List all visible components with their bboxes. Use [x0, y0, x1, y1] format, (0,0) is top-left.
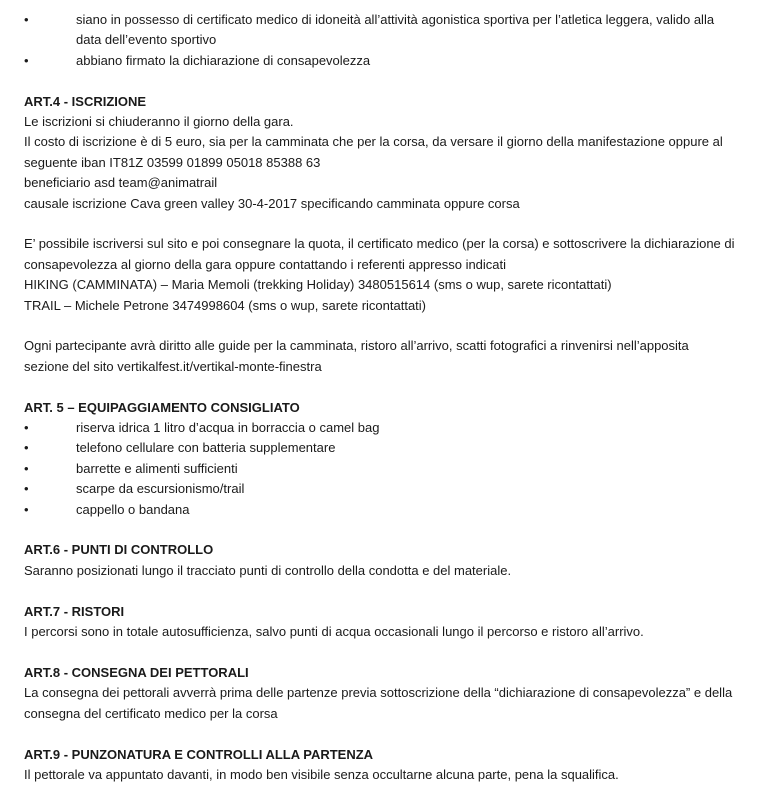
paragraph-line: consegna del certificato medico per la corsa: [24, 705, 278, 721]
list-item: [24, 479, 742, 499]
list-item-text: cappello o bandana: [76, 501, 190, 517]
contact-trail: TRAIL – Michele Petrone 3474998604 (sms o wup, sarete ricontattati): [24, 297, 427, 313]
section-heading-art9: ART.9 - PUNZONATURA E CONTROLLI ALLA PARTENZA: [24, 746, 374, 762]
list-item: [24, 418, 742, 438]
paragraph-line: La consegna dei pettorali avverrà prima delle partenze previa sottoscrizione della “dichiarazione di consapevolezza” e della: [24, 685, 733, 701]
paragraph-line: I percorsi sono in totale autosufficienza, salvo punti di acqua occasionali lungo il percorso e ristoro all’arrivo.: [24, 624, 644, 640]
paragraph-line: seguente iban IT81Z 03599 01899 05018 85388 63: [24, 154, 321, 170]
bullet-icon: •: [24, 481, 29, 497]
list-item-text: riserva idrica 1 litro d’acqua in borraccia o camel bag: [76, 420, 380, 436]
section-heading-art8: ART.8 - CONSEGNA DEI PETTORALI: [24, 664, 249, 680]
paragraph-line: Il costo di iscrizione è di 5 euro, sia per la camminata che per la corsa, da versare il giorno della manifestazione oppure al: [24, 134, 723, 150]
paragraph-line: sezione del sito vertikalfest.it/vertikal-monte-finestra: [24, 358, 322, 374]
paragraph-line: causale iscrizione Cava green valley 30-4-2017 specificando camminata oppure corsa: [24, 195, 520, 211]
section-heading-art5: ART. 5 – EQUIPAGGIAMENTO CONSIGLIATO: [24, 399, 300, 415]
paragraph-line: Ogni partecipante avrà diritto alle guide per la camminata, ristoro all’arrivo, scatti fotografici a rinvenirsi nell’apposita: [24, 338, 689, 354]
bullet-icon: •: [24, 12, 29, 27]
section-heading-art7: ART.7 - RISTORI: [24, 603, 125, 619]
bullet-icon: •: [24, 52, 29, 68]
list-item-text: abbiano firmato la dichiarazione di consapevolezza: [76, 52, 371, 68]
contact-hiking: HIKING (CAMMINATA) – Maria Memoli (trekking Holiday) 3480515614 (sms o wup, sarete ricontattati): [24, 277, 612, 293]
list-item: [24, 10, 742, 51]
list-item-text: scarpe da escursionismo/trail: [76, 481, 245, 497]
list-item-text: barrette e alimenti sufficienti: [76, 460, 238, 476]
list-item-text: siano in possesso di certificato medico di idoneità all’attività agonistica sportiva per l’atletica leggera, valido alla data dell’evento sportivo: [76, 12, 715, 48]
list-item: [24, 438, 742, 458]
list-item-text: telefono cellulare con batteria supplementare: [76, 440, 336, 456]
paragraph-line: Il pettorale va appuntato davanti, in modo ben visibile senza occultarne alcuna parte, pena la squalifica.: [24, 766, 619, 782]
paragraph-line: beneficiario asd team@animatrail: [24, 175, 218, 191]
list-item: [24, 459, 742, 479]
paragraph-line: E’ possibile iscriversi sul sito e poi consegnare la quota, il certificato medico (per la corsa) e sottoscrivere la dichiarazione di: [24, 236, 735, 252]
bullet-icon: •: [24, 420, 29, 436]
paragraph-line: Le iscrizioni si chiuderanno il giorno della gara.: [24, 114, 294, 130]
bullet-icon: •: [24, 440, 29, 456]
paragraph-line: consapevolezza al giorno della gara oppure contattando i referenti appresso indicati: [24, 256, 507, 272]
paragraph-line: Saranno posizionati lungo il tracciato punti di controllo della condotta e del materiale.: [24, 562, 512, 578]
list-item: [24, 500, 742, 520]
section-heading-art6: ART.6 - PUNTI DI CONTROLLO: [24, 542, 214, 558]
list-item: [24, 51, 742, 71]
bullet-icon: •: [24, 501, 29, 517]
section-heading-art4: ART.4 - ISCRIZIONE: [24, 93, 147, 109]
bullet-icon: •: [24, 460, 29, 476]
